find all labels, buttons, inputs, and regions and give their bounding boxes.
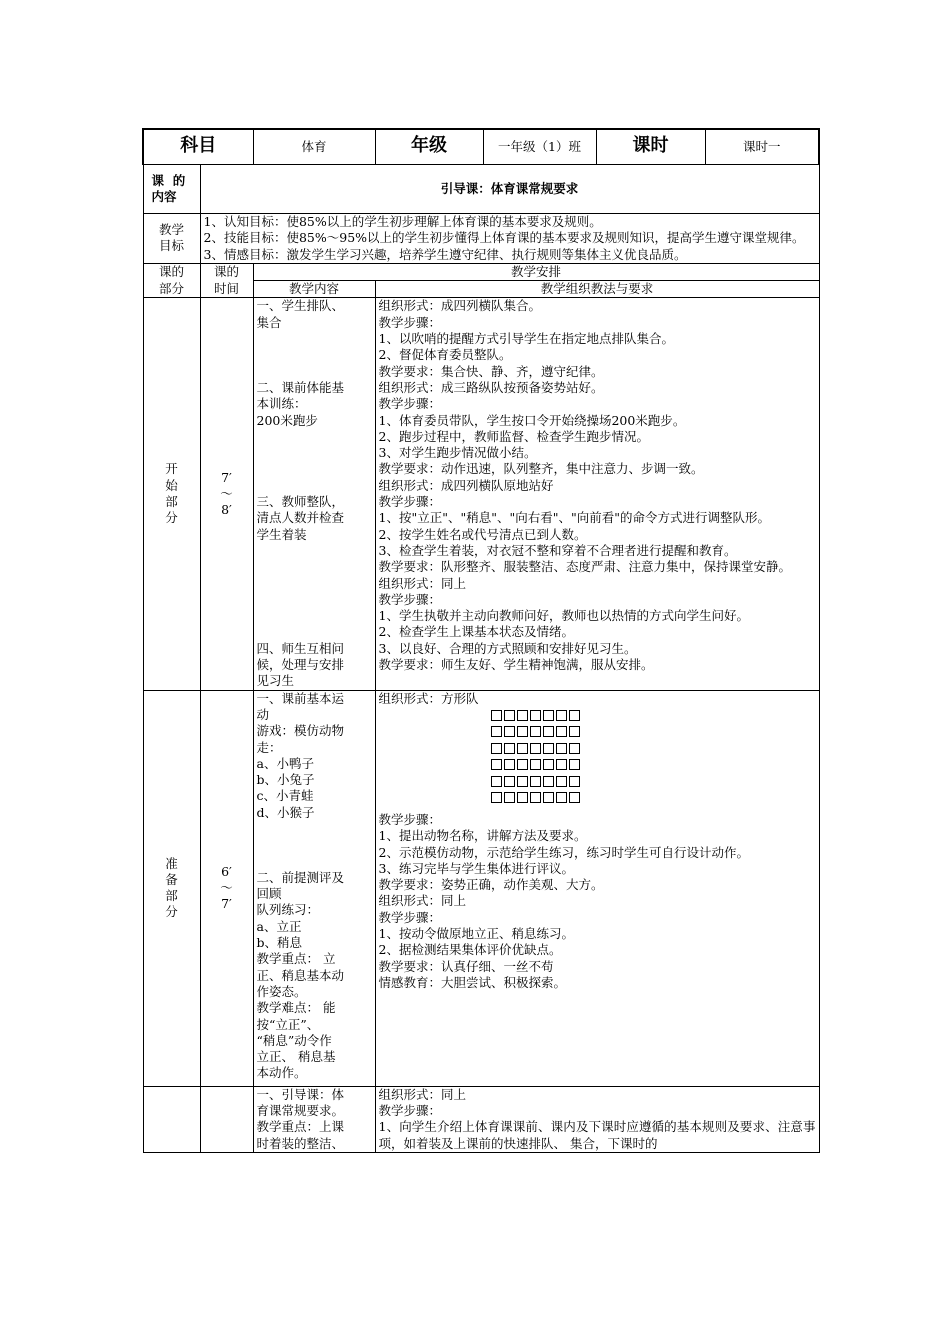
- student-square: [530, 759, 541, 770]
- student-square: [543, 776, 554, 787]
- text-line: 四、师生互相问: [256, 640, 345, 656]
- column-header-row-1: [143, 263, 819, 280]
- text-line: 本训练：: [256, 396, 307, 412]
- text-line: 队列练习：: [256, 902, 320, 918]
- formation-row: [491, 743, 816, 760]
- text-line: [257, 854, 372, 870]
- text-line: 1、提出动物名称，讲解方法及要求。: [378, 828, 587, 844]
- text-line: 组织形式：成四列横队集合。: [378, 298, 542, 314]
- objectives-text: 1、认知目标：使85%以上的学生初步理解上体育课的基本要求及规则。 2、技能目标：使85%～95%以上的学生初步懂得上体育课的基本要求及规则知识，提高学生遵守课堂规律。 3、情感目标：激发学生学习兴趣，培养学生遵守纪律、执行规则等集体主义优良品质。: [200, 214, 819, 264]
- text-line: d、小猴子: [256, 804, 315, 820]
- text-line: 见习生: [256, 673, 295, 689]
- student-square: [517, 743, 528, 754]
- text-line: [257, 608, 372, 624]
- student-square: [556, 726, 567, 737]
- text-line: c、小青蛙: [256, 788, 314, 804]
- section-part-label: 开 始 部 分: [143, 298, 200, 690]
- text-line: “稍息”动令作: [256, 1032, 332, 1048]
- text-line: 3、以良好、合理的方式照顾和安排好见习生。: [378, 640, 637, 656]
- text-line: [257, 478, 372, 494]
- text-line: 教学步骤：: [378, 314, 442, 330]
- text-line: [257, 624, 372, 640]
- text-line: 动: [256, 706, 270, 722]
- section-time: [200, 1086, 253, 1152]
- student-square: [543, 726, 554, 737]
- student-square: [569, 759, 580, 770]
- text-line: 教学步骤：: [378, 909, 442, 925]
- student-square: [491, 710, 502, 721]
- student-square: [504, 759, 515, 770]
- text-line: 3、检查学生着装，对衣冠不整和穿着不合理者进行提醒和教育。: [378, 542, 737, 558]
- text-line: 组织形式：成三路纵队按预备姿势站好。: [378, 379, 604, 395]
- text-line: [257, 347, 372, 363]
- text-line: 走：: [256, 739, 282, 755]
- text-line: 组织形式：同上: [378, 893, 467, 909]
- student-square: [569, 726, 580, 737]
- student-square: [530, 776, 541, 787]
- text-line: a、立正: [256, 918, 302, 934]
- text-line: 候，处理与安排: [256, 657, 345, 673]
- text-line: 本动作。: [256, 1065, 307, 1081]
- time-header: 课的 时间: [200, 263, 253, 298]
- text-line: 教学要求：认真仔细、一丝不苟: [378, 958, 554, 974]
- text-line: 教学要求：集合快、静、齐，遵守纪律。: [378, 363, 604, 379]
- text-line: 1、按"立正"、"稍息"、"向右看"、"向前看"的命令方式进行调整队形。: [378, 510, 770, 526]
- text-line: 教学步骤：: [378, 1103, 442, 1119]
- text-line: 一、学生排队、: [256, 298, 345, 314]
- text-line: 回顾: [256, 886, 282, 902]
- student-square: [556, 792, 567, 803]
- text-line: 情感教育：大胆尝试、积极探索。: [378, 974, 567, 990]
- formation-row: [491, 710, 816, 727]
- objectives-row: [143, 214, 819, 264]
- text-line: 教学重点： 立: [256, 951, 336, 967]
- text-line: 2、督促体育委员整队。: [378, 347, 512, 363]
- text-line: 教学要求：队形整齐、服装整洁、态度严肃、注意力集中，保持课堂安静。: [378, 559, 792, 575]
- student-square: [491, 743, 502, 754]
- text-line: [257, 576, 372, 592]
- text-line: 2、示范模仿动物，示范给学生练习，练习时学生可自行设计动作。: [378, 844, 749, 860]
- formation-row: [491, 759, 816, 776]
- student-square: [543, 743, 554, 754]
- text-line: b、稍息: [256, 935, 303, 951]
- text-line: 教学步骤：: [378, 396, 442, 412]
- section-method: [375, 298, 819, 690]
- formation-row: [491, 776, 816, 793]
- section-time: 6′ ～ 7′: [200, 690, 253, 1086]
- section-basic: [143, 1086, 819, 1152]
- student-square: [517, 759, 528, 770]
- section-part-label: 准 备 部 分: [143, 690, 200, 1086]
- section-part-label: [143, 1086, 200, 1152]
- text-line: 教学步骤：: [378, 494, 442, 510]
- text-line: 2、检查学生上课基本状态及情绪。: [378, 624, 574, 640]
- text-line: 1、按动令做原地立正、稍息练习。: [378, 925, 574, 941]
- formation-diagram: [379, 707, 816, 812]
- student-square: [517, 726, 528, 737]
- student-square: [504, 743, 515, 754]
- text-line: 教学要求：动作迅速，队列整齐，集中注意力、步调一致。: [378, 461, 704, 477]
- text-line: 3、对学生跑步情况做小结。: [378, 445, 537, 461]
- text-line: 教学难点： 能: [256, 1000, 336, 1016]
- text-line: 200米跑步: [256, 412, 318, 428]
- text-line: 教学要求：师生友好、学生精神饱满，服从安排。: [378, 657, 654, 673]
- text-line: 2、跑步过程中，教师监督、检查学生跑步情况。: [378, 428, 649, 444]
- arrangement-header: 教学安排: [253, 263, 819, 280]
- section-content: [253, 298, 375, 690]
- student-square: [569, 710, 580, 721]
- student-square: [530, 726, 541, 737]
- student-square: [569, 743, 580, 754]
- student-square: [530, 710, 541, 721]
- text-line: 1、以吹哨的提醒方式引导学生在指定地点排队集合。: [378, 331, 674, 347]
- section-prepare: [143, 690, 819, 1086]
- lesson-plan-table: [142, 128, 820, 1153]
- text-line: 一、引导课：体: [256, 1086, 345, 1102]
- student-square: [491, 792, 502, 803]
- text-line: 二、课前体能基: [256, 379, 345, 395]
- period-value: 课时一: [705, 129, 819, 165]
- grade-label: 年级: [375, 129, 483, 165]
- subject-value: 体育: [253, 129, 375, 165]
- text-line: [257, 592, 372, 608]
- text-line: [257, 543, 372, 559]
- content-label: 课 的 内容: [143, 165, 200, 214]
- text-line: 学生着装: [256, 526, 307, 542]
- text-line: b、小兔子: [256, 772, 315, 788]
- student-square: [491, 776, 502, 787]
- student-square: [504, 726, 515, 737]
- text-line: 作姿态。: [256, 983, 307, 999]
- text-line: [257, 445, 372, 461]
- text-line: 教学步骤：: [378, 591, 442, 607]
- text-line: 育课常规要求。: [256, 1103, 345, 1119]
- student-square: [504, 710, 515, 721]
- section-start: [143, 298, 819, 690]
- student-square: [569, 776, 580, 787]
- section-content: [253, 1086, 375, 1152]
- text-line: [257, 331, 372, 347]
- student-square: [491, 759, 502, 770]
- student-square: [504, 776, 515, 787]
- text-line: 1、学生执敬并主动向教师问好，教师也以热情的方式向学生问好。: [378, 608, 749, 624]
- grade-value: 一年级（1）班: [483, 129, 596, 165]
- text-line: 时着装的整洁、: [256, 1135, 345, 1151]
- student-square: [543, 792, 554, 803]
- student-square: [556, 759, 567, 770]
- subject-label: 科目: [143, 129, 253, 165]
- student-square: [530, 792, 541, 803]
- text-line: 集合: [256, 314, 282, 330]
- text-line: 教学重点：上课: [256, 1119, 345, 1135]
- text-line: [257, 559, 372, 575]
- text-line: 按“立正”、: [256, 1016, 320, 1032]
- text-line: [257, 837, 372, 853]
- section-time: 7′ ～ 8′: [200, 298, 253, 690]
- student-square: [543, 759, 554, 770]
- text-line: 教学步骤：: [378, 811, 442, 827]
- text-line: [257, 821, 372, 837]
- student-square: [556, 776, 567, 787]
- text-line: 游戏：模仿动物: [256, 723, 345, 739]
- student-square: [517, 710, 528, 721]
- text-line: a、小鸭子: [256, 755, 314, 771]
- text-line: 二、前提测评及: [256, 869, 345, 885]
- student-square: [491, 726, 502, 737]
- student-square: [569, 792, 580, 803]
- student-square: [517, 792, 528, 803]
- text-line: 2、按学生姓名或代号清点已到人数。: [378, 526, 587, 542]
- text-line: 3、练习完毕与学生集体进行评议。: [378, 860, 574, 876]
- text-line: 三、教师整队，: [256, 494, 345, 510]
- content-row: [143, 165, 819, 214]
- section-content: [253, 690, 375, 1086]
- section-method: [375, 1086, 819, 1152]
- text-line: [257, 429, 372, 445]
- header-row: [143, 129, 819, 165]
- section-method: [375, 690, 819, 1086]
- text-line: [257, 461, 372, 477]
- student-square: [530, 743, 541, 754]
- formation-row: [491, 792, 816, 809]
- content-header: 教学内容: [253, 281, 375, 298]
- part-header: 课的 部分: [143, 263, 200, 298]
- text-line: 立正、 稍息基: [256, 1049, 336, 1065]
- student-square: [504, 792, 515, 803]
- text-line: 正、稍息基本动: [256, 967, 345, 983]
- student-square: [543, 710, 554, 721]
- text-line: 1、向学生介绍上体育课课前、课内及下课时应遵循的基本规则及要求、注意事项，如着装及上课前的快速排队、 集合，下课时的: [378, 1119, 816, 1151]
- formation-row: [491, 726, 816, 743]
- text-line: [257, 364, 372, 380]
- student-square: [556, 743, 567, 754]
- student-square: [517, 776, 528, 787]
- lesson-topic: 引导课：体育课常规要求: [200, 165, 819, 214]
- objectives-label: 教学 目标: [143, 214, 200, 264]
- text-line: 一、课前基本运: [256, 690, 345, 706]
- text-line: 组织形式：同上: [378, 575, 467, 591]
- formation-label: 组织形式：方形队: [378, 690, 479, 706]
- text-line: 1、体育委员带队，学生按口令开始绕操场200米跑步。: [378, 412, 686, 428]
- text-line: 2、据检测结果集体评价优缺点。: [378, 942, 562, 958]
- method-header: 教学组织教法与要求: [375, 281, 819, 298]
- text-line: 清点人数并检查: [256, 510, 345, 526]
- text-line: 教学要求：姿势正确，动作美观、大方。: [378, 877, 604, 893]
- text-line: 组织形式：同上: [378, 1086, 467, 1102]
- student-square: [556, 710, 567, 721]
- text-line: 组织形式：成四列横队原地站好: [378, 477, 554, 493]
- period-label: 课时: [596, 129, 705, 165]
